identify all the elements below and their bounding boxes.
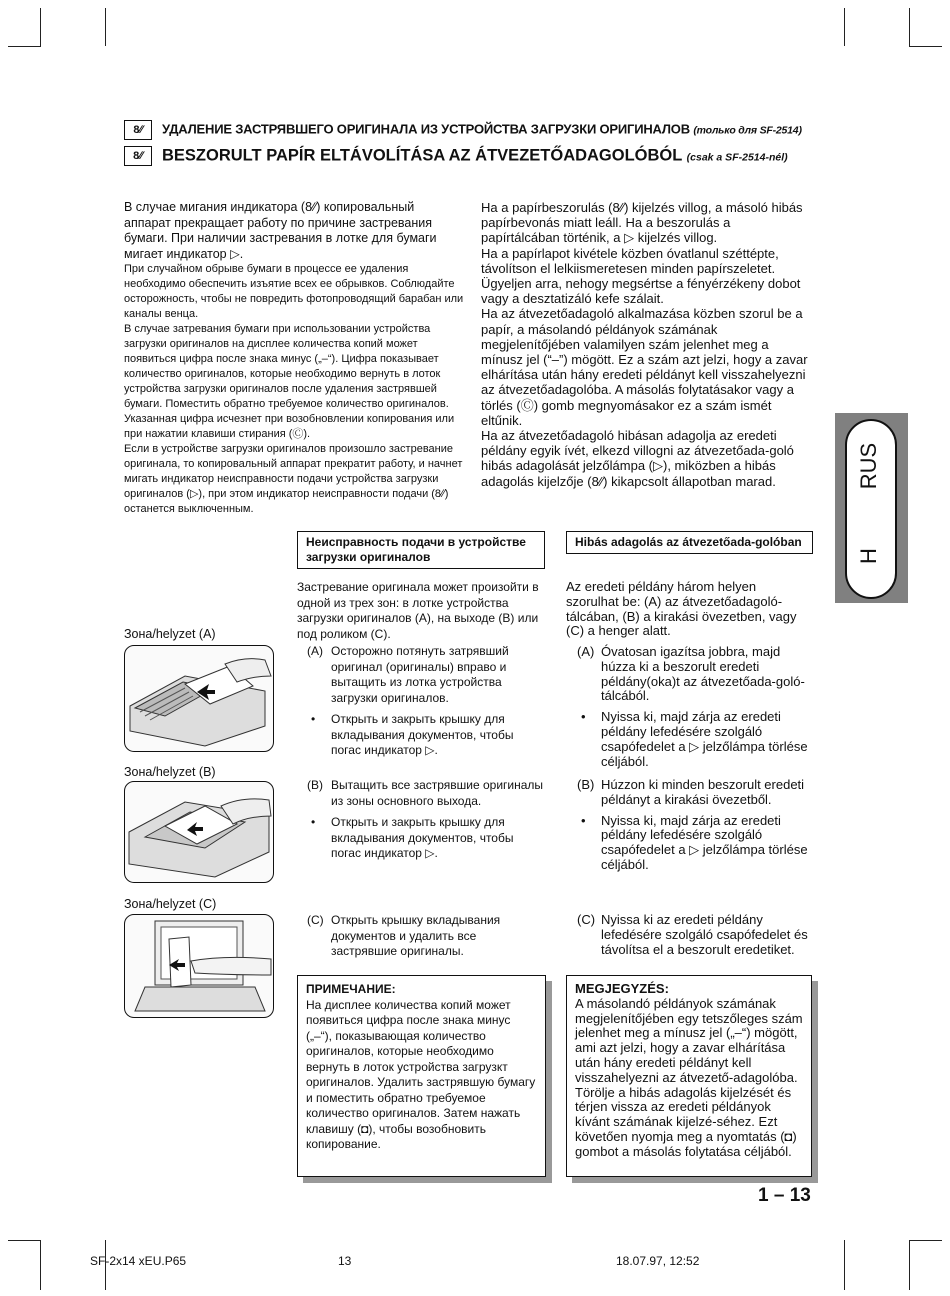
page-number: 1 – 13 [758,1185,811,1206]
ru-step-c-label: (C) [307,913,324,927]
zone-label-c: Зона/helyzet (C) [124,897,217,911]
footer-timestamp: 18.07.97, 12:52 [616,1254,700,1268]
footer-page: 13 [338,1254,352,1268]
crop-mark [105,8,106,46]
hu-step-a-text: Óvatosan igazítsa jobbra, majd húzza ki a beszorult eredeti példány(oka)t az átvezetőada-goló-tálcából. [601,644,805,704]
misfeed-icon: 8∕∕ [124,146,152,166]
bullet-icon: • [311,712,316,726]
language-tab-oval [845,419,897,599]
hu-step-c-label: (C) [577,912,596,927]
zone-label-a: Зона/helyzet (A) [124,627,216,641]
title-hungarian [124,146,788,166]
hu-step-c-text: Nyissa ki az eredeti példány lefedésére szolgáló csapófedelet és távolítsa el a beszorult eredetiket. [601,912,808,957]
crop-mark [909,8,910,46]
ru-main-intro: Застревание оригинала может произойти в одной из трех зон: в лотке устройства загрузки оригиналов (A), на выходе (B) или под роликом (C). [297,580,539,641]
ru-intro-p3: В случае затревания бумаги при использовании устройства загрузки оригиналов на дисплее количества копий может появиться цифра после знака минус („–“). Цифра показывает количество оригиналов, которые необходимо вернуть в лоток устройства загрузки оригиналов после удаления застрявшей бумаги. Поместить обратно требуемое количество оригиналов. Указанная цифра исчезнет при возобновлении копирования или при нажатии клавиши стирания (Ⓒ). [124,323,455,440]
crop-mark [40,8,41,46]
ru-step-b [307,778,545,862]
crop-mark [844,8,845,46]
bullet-icon: • [581,812,586,828]
figure-zone-b [124,781,274,883]
figure-zone-c [124,914,274,1018]
bullet-icon: • [581,709,586,725]
hu-intro-p2: Ha a papírlapot kivétele közben óvatlanul széttépte, távolítson el lelkiismeretesen minden papírszeletet. Ügyeljen arra, nehogy megsértse a fényérzékeny dobot vagy a desztatizáló kefe szálait. [481,245,801,307]
crop-mark [844,1240,845,1290]
tab-label-h: H [856,548,881,564]
ru-step-c-text: Открыть крышку вкладывания документов и удалить все застрявшие оригиналы. [331,913,501,958]
hu-step-a-label: (A) [577,644,595,659]
note-hungarian-text: A másolandó példányok számának megjelenítőjében egy tetszőleges szám jelenhet meg a mínusz jel („–“) mögött, ami azt jelzi, hogy a zavar elhárítása után hány eredeti példányt kell visszahelyezni az átvezető-adagolóba. Törölje a hibás adagolás kijelzését és térjen vissza az eredeti példányok kívánt számának kijelzé-séhez. Ezt követően nyomja meg a nyomtatás (◘) gombot a másolás folytatása céljából. [575,995,803,1159]
ru-step-b-text: Вытащить все застрявшие оригиналы из зоны основного выхода. [331,778,544,808]
hu-step-a [577,645,811,769]
ru-step-a-label: (A) [307,644,323,658]
hungarian-main [566,580,811,639]
russian-main [297,580,545,642]
hu-step-a-bullet: Nyissa ki, majd zárja az eredeti példány lefedésére szolgáló csapófedelet a ▷ jelzőlámpa törlése céljából. [601,709,808,769]
roller-area-illustration [125,915,273,1017]
footer-filename: SF-2x14 xEU.P65 [90,1254,187,1268]
hu-intro-p1: Ha a papírbeszorulás (8∕∕) kijelzés villog, a másoló hibás papírbevonás miatt leáll. Ha a beszorulás a papírtálcában történik, a ▷ kijelzés villog. [481,200,803,246]
zone-label-b: Зона/helyzet (B) [124,765,216,779]
ru-step-b-label: (B) [307,778,323,792]
hu-step-b-label: (B) [577,777,595,792]
ru-step-a-bullet: Открыть и закрыть крышку для вкладывания документов, чтобы погас индикатор ▷. [331,712,514,757]
crop-mark [909,1240,910,1290]
ru-intro-p4: Если в устройстве загрузки оригиналов произошло застревание оригинала, то копировальный аппарат прекратит работу, и начнет мигать индикатор неисправности подачи устройства загрузки оригиналов (▷), при этом индикатор неисправности подачи (8∕∕) останется выключенным. [124,443,463,515]
hu-step-b-text: Húzzon ki minden beszorult eredeti példányt a kirakási övezetből. [601,777,805,807]
hu-intro-p3: Ha az átvezetőadagoló alkalmazása közben szorul be a papír, a másolandó példányok számának megjelenítőjében valamilyen szám jelenhet meg a mínusz jel (“–”) mögött. Ez a szám azt jelzi, hogy a zavar elhárítása után hány eredeti példányt kell visszahelyezni az átvezetőadagolóba. A másolás folytatásakor vagy a törlés (Ⓒ) gomb megnyomásakor ez a szám ismét eltűnik. [481,306,808,428]
ru-step-a-text: Осторожно потянуть затрявший оригинал (оригиналы) вправо и вытащить из лотка устройства загрузки оригиналов. [331,644,509,705]
hu-step-c [577,913,811,957]
crop-mark [8,46,41,47]
title-hungarian-note: (csak a SF-2514-nél) [686,151,788,164]
crop-mark [909,46,942,47]
russian-intro [124,200,464,517]
ru-step-b-bullet: Открыть и закрыть крышку для вкладывания документов, чтобы погас индикатор ▷. [331,815,514,860]
figure-zone-a [124,645,274,752]
note-russian-heading: ПРИМЕЧАНИЕ: [306,982,396,996]
exit-area-illustration [125,782,273,882]
title-russian-note: (только для SF-2514) [693,124,802,137]
hu-step-b-bullet: Nyissa ki, majd zárja az eredeti példány lefedésére szolgáló csapófedelet a ▷ jelzőlámpa törlése céljából. [601,812,808,872]
crop-mark [40,1240,41,1290]
ru-step-a [307,644,545,759]
feeder-tray-illustration [125,646,273,751]
note-hungarian-heading: MEGJEGYZÉS: [575,981,669,996]
note-russian [297,975,546,1177]
hu-intro-p4: Ha az átvezetőadagoló hibásan adagolja az eredeti példány egyik ívét, elkezd villogni az átvezetőada-goló hibás adagolását jelzőlámpa (▷), miközben a hibás adagolás kijelzője (8∕∕) kikapcsolt állapotban marad. [481,428,794,489]
section-box-hungarian: Hibás adagolás az átvezetőada-golóban [566,531,813,554]
hungarian-intro [481,200,811,489]
tab-label-rus: RUS [856,442,881,490]
title-russian-text: УДАЛЕНИЕ ЗАСТРЯВШЕГО ОРИГИНАЛА ИЗ УСТРОЙСТВА ЗАГРУЗКИ ОРИГИНАЛОВ [162,121,690,137]
note-hungarian [566,975,812,1177]
hu-main-intro: Az eredeti példány három helyen szorulhat be: (A) az átvezetőadagoló-tálcában, (B) a kirakási övezetben, vagy (C) a henger alatt. [566,579,797,639]
ru-step-c [307,913,545,960]
crop-mark [909,1240,942,1241]
section-box-russian: Неисправность подачи в устройстве загрузки оригиналов [297,531,545,569]
crop-mark [8,1240,41,1241]
hu-step-b [577,778,811,873]
ru-intro-p2: При случайном обрыве бумаги в процессе ее удаления необходимо обеспечить изъятие всех ее обрывков. Соблюдайте осторожность, чтобы не повредить фотопроводящий барабан или каналы венца. [124,263,464,320]
title-russian [124,120,802,140]
language-tab [835,413,908,603]
title-hungarian-text: BESZORULT PAPÍR ELTÁVOLÍTÁSA AZ ÁTVEZETŐADAGOLÓBÓL [162,146,683,165]
misfeed-icon: 8∕∕ [124,120,152,140]
ru-intro-p1: В случае мигания индикатора (8∕∕) копировальный аппарат прекращает работу по причине застревания бумаги. При наличии застревания в лотке для бумаги мигает индикатор ▷. [124,200,437,261]
note-russian-text: На дисплее количества копий может появиться цифра после знака минус („–“), показывающая количество оригиналов, которые необходимо вернуть в лоток устройства загрузкт оригиналов. Удалить застрявшую бумагу и поместить обратно требуемое количество оригиналов. Затем нажать клавишу (◘), чтобы возобновить копирование. [306,997,536,1151]
bullet-icon: • [311,815,316,829]
